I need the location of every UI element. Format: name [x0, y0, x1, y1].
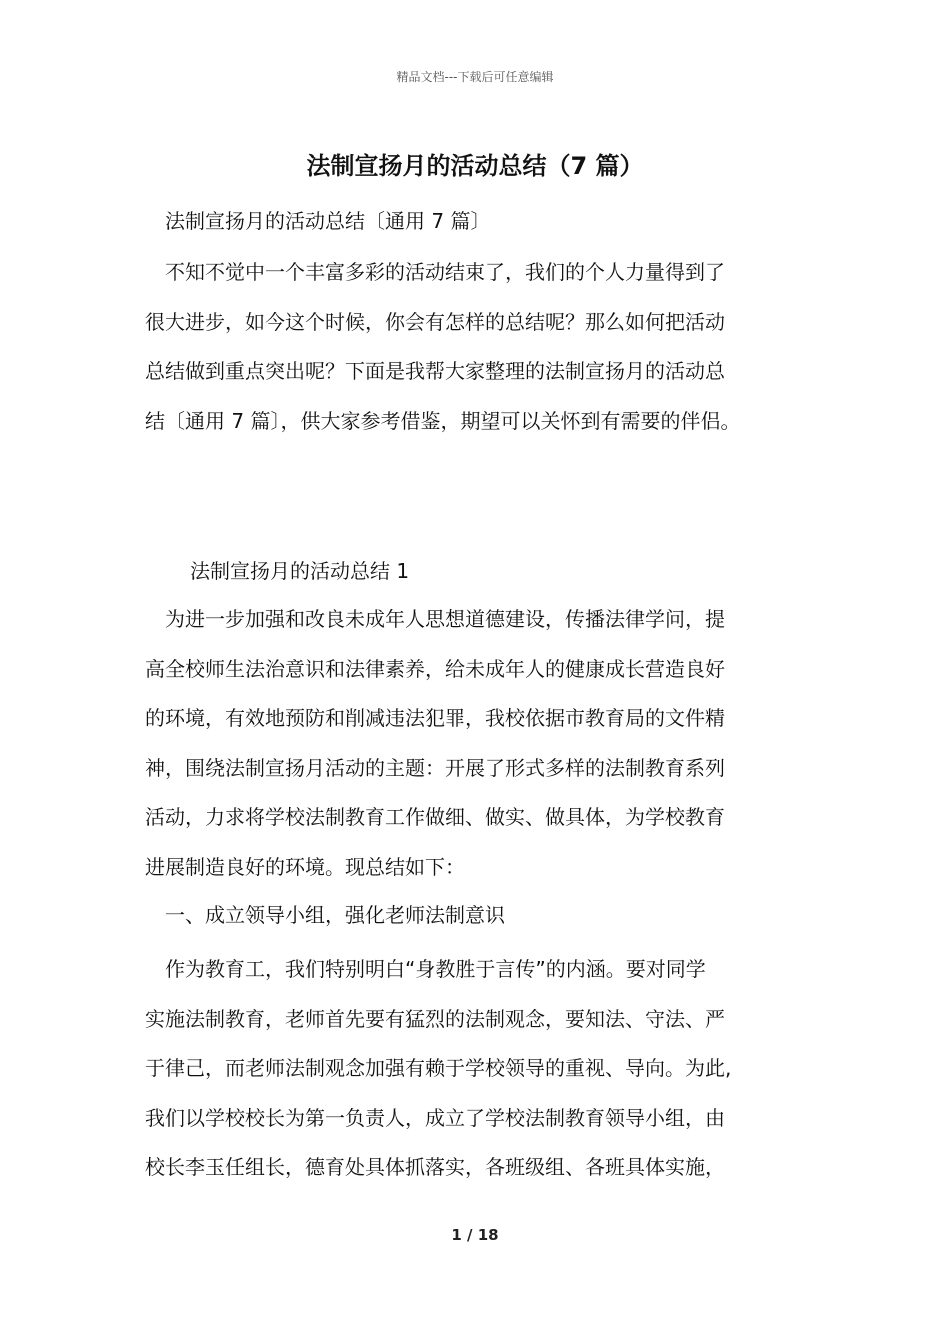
text-line: 不知不觉中一个丰富多彩的活动结束了，我们的个人力量得到了: [145, 260, 725, 284]
text-line: 神，围绕法制宣扬月活动的主题：开展了形式多样的法制教育系列: [145, 755, 725, 780]
subsection-heading: 一、成立领导小组，强化老师法制意识: [165, 903, 505, 927]
text-line: 活动，力求将学校法制教育工作做细、做实、做具体，为学校教育: [145, 805, 725, 829]
body-paragraph-1: [145, 595, 825, 892]
text-line: 很大进步，如今这个时候，你会有怎样的总结呢？那么如何把活动: [145, 309, 725, 334]
text-line: 校长李玉任组长，德育处具体抓落实，各班级组、各班具体实施，: [145, 1155, 725, 1179]
body-paragraph-2: [145, 945, 825, 1193]
section-heading: 法制宣扬月的活动总结 1: [190, 559, 410, 583]
text-line: 进展制造良好的环境。现总结如下：: [145, 854, 465, 879]
document-title: 法制宣扬月的活动总结（7 篇）: [306, 152, 644, 180]
text-line: 于律己，而老师法制观念加强有赖于学校领导的重视、导向。为此,: [145, 1056, 732, 1080]
text-line: 作为教育工，我们特别明白“身教胜于言传”的内涵。要对同学: [145, 957, 706, 981]
text-line: 总结做到重点突出呢？下面是我帮大家整理的法制宣扬月的活动总: [145, 359, 725, 383]
text-line: 结〔通用 7 篇〕，供大家参考借鉴，期望可以关怀到有需要的伴侣。: [145, 408, 741, 433]
page-header-note: 精品文档---下载后可任意编辑: [396, 70, 554, 84]
text-line: 为进一步加强和改良未成年人思想道德建设，传播法律学问，提: [145, 607, 725, 631]
page-number: 1 / 18: [451, 1226, 499, 1244]
text-line: 我们以学校校长为第一负责人，成立了学校法制教育领导小组，由: [145, 1105, 725, 1130]
intro-paragraph: [145, 248, 825, 446]
document-subtitle: 法制宣扬月的活动总结〔通用 7 篇〕: [165, 209, 491, 233]
text-line: 高全校师生法治意识和法律素养，给未成年人的健康成长营造良好: [145, 656, 725, 681]
text-line: 实施法制教育，老师首先要有猛烈的法制观念，要知法、守法、严: [145, 1006, 725, 1031]
text-line: 的环境，有效地预防和削减违法犯罪，我校依据市教育局的文件精: [145, 706, 725, 730]
